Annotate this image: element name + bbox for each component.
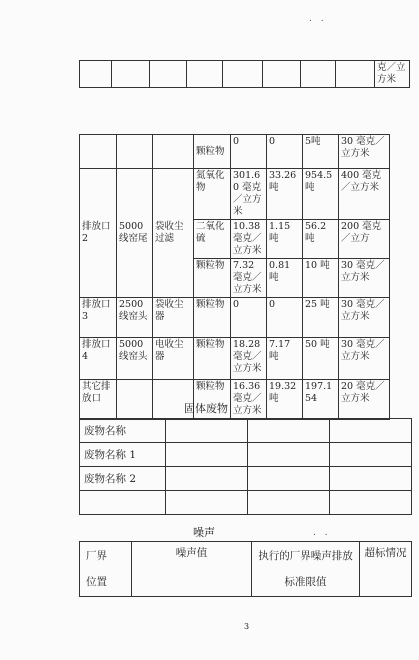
pollutant-cell: 颗粒物 xyxy=(194,298,231,338)
facility-cell: 电收尘器 xyxy=(153,338,194,380)
facility-cell: 袋收尘过滤 xyxy=(153,169,194,298)
concentration-cell: 18.28 毫克／立方米 xyxy=(231,338,267,380)
concentration-cell: 0 xyxy=(231,135,267,169)
outlet-cell: 排放口2 xyxy=(80,169,117,298)
facility-cell xyxy=(153,135,194,169)
cell xyxy=(301,61,336,88)
limit-cell: 30 毫克／立方米 xyxy=(339,338,390,380)
page-number: 3 xyxy=(244,622,250,631)
exceed-status-header: 超标情况 xyxy=(360,542,412,597)
pollutant-cell: 氮氧化物 xyxy=(194,169,231,220)
total-cell: 954.5 吨 xyxy=(303,169,339,220)
total-cell: 50 吨 xyxy=(303,338,339,380)
amount-cell: 0 xyxy=(267,135,303,169)
cell xyxy=(80,61,112,88)
scan-mark: . . xyxy=(313,528,331,538)
pollutant-cell: 颗粒物 xyxy=(194,380,231,420)
waste-name-1: 废物名称 1 xyxy=(80,443,166,467)
standard-label-top: 执行的厂界噪声排放 xyxy=(258,550,353,562)
cell xyxy=(166,467,248,491)
outlet-cell: 排放口3 xyxy=(80,298,117,338)
outlet-cell: 其它排放口 xyxy=(80,380,117,420)
cell xyxy=(166,443,248,467)
limit-cell: 30 毫克／立方米 xyxy=(339,259,390,298)
concentration-cell: 16.36 毫克／立方米 xyxy=(231,380,267,420)
limit-cell: 400 毫克／立方米 xyxy=(339,169,390,220)
cell xyxy=(150,61,187,88)
boundary-label: 厂界 xyxy=(86,550,107,562)
cell xyxy=(263,61,301,88)
cell xyxy=(166,419,248,443)
limit-cell: 20 毫克／立方米 xyxy=(339,380,390,420)
cell xyxy=(187,61,223,88)
limit-cell: 200 毫克／立方 xyxy=(339,220,390,259)
noise-table xyxy=(79,541,412,597)
total-cell: 56.2 吨 xyxy=(303,220,339,259)
total-cell: 197.154 xyxy=(303,380,339,420)
pollutant-cell: 颗粒物 xyxy=(194,338,231,380)
cell xyxy=(336,61,375,88)
total-cell: 25 吨 xyxy=(303,298,339,338)
standard-label-bottom: 标准限值 xyxy=(284,576,327,588)
cell xyxy=(248,467,330,491)
pollutant-cell: 颗粒物 xyxy=(194,259,231,298)
cell xyxy=(330,443,412,467)
total-cell: 10 吨 xyxy=(303,259,339,298)
scan-mark: . . xyxy=(309,14,327,24)
concentration-cell: 0 xyxy=(231,298,267,338)
cell xyxy=(166,491,248,515)
concentration-cell: 7.32 毫克／立方米 xyxy=(231,259,267,298)
limit-cell: 30 毫克／立方米 xyxy=(339,135,390,169)
emission-table xyxy=(79,134,390,420)
cell xyxy=(248,419,330,443)
position-label: 位置 xyxy=(86,576,107,588)
cell xyxy=(330,491,412,515)
limit-cell: 30 毫克／立方米 xyxy=(339,298,390,338)
solid-waste-title: 固体废物 xyxy=(184,402,228,415)
amount-cell: 1.15 吨 xyxy=(267,220,303,259)
cell xyxy=(330,467,412,491)
cell xyxy=(330,419,412,443)
line-cell: 5000线窑头 xyxy=(117,338,153,380)
top-table-fragment xyxy=(79,60,410,88)
amount-cell: 7.17 吨 xyxy=(267,338,303,380)
cell xyxy=(112,61,150,88)
line-cell xyxy=(117,135,153,169)
waste-name-header: 废物名称 xyxy=(80,419,166,443)
waste-name-2: 废物名称 2 xyxy=(80,467,166,491)
pollutant-cell: 二氧化硫 xyxy=(194,220,231,259)
cell xyxy=(223,61,263,88)
line-cell: 5000线窑尾 xyxy=(117,169,153,298)
outlet-cell: 排放口4 xyxy=(80,338,117,380)
cell xyxy=(248,491,330,515)
amount-cell: 19.32 吨 xyxy=(267,380,303,420)
waste-name-empty xyxy=(80,491,166,515)
concentration-cell: 10.38 毫克／立方米 xyxy=(231,220,267,259)
unit-cell: 克／立方米 xyxy=(375,61,410,88)
pollutant-cell: 颗粒物 xyxy=(194,135,231,169)
concentration-cell: 301.60 毫克／立方米 xyxy=(231,169,267,220)
line-cell xyxy=(117,380,153,420)
total-cell: 5吨 xyxy=(303,135,339,169)
standard-limit-header xyxy=(252,542,360,597)
outlet-cell xyxy=(80,135,117,169)
boundary-position-header xyxy=(80,542,132,597)
amount-cell: 0 xyxy=(267,298,303,338)
amount-cell: 33.26 吨 xyxy=(267,169,303,220)
facility-cell: 袋收尘器 xyxy=(153,298,194,338)
amount-cell: 0.81 吨 xyxy=(267,259,303,298)
noise-title: 噪声 xyxy=(193,526,215,539)
noise-value-header: 噪声值 xyxy=(132,542,252,597)
cell xyxy=(248,443,330,467)
line-cell: 2500线窑头 xyxy=(117,298,153,338)
solid-waste-table xyxy=(79,418,412,515)
